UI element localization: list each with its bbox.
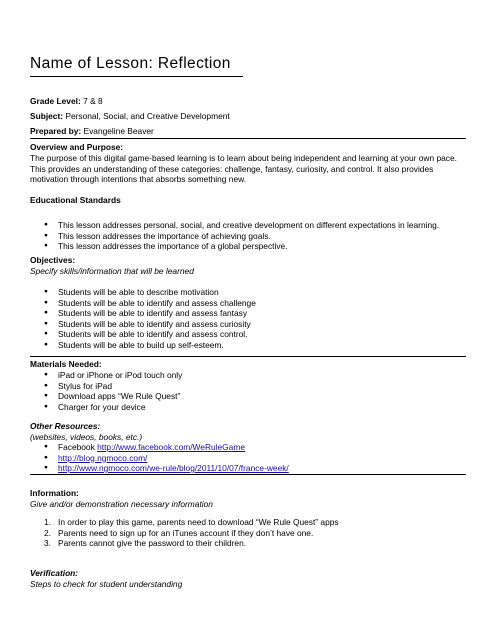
objectives-heading: Objectives: [30, 255, 76, 265]
grade-level-label: Grade Level: [30, 96, 81, 106]
section-divider [30, 138, 466, 139]
list-item: ● Stylus for iPad [44, 381, 182, 392]
list-item: ● iPad or iPhone or iPod touch only [44, 370, 182, 381]
list-item: ● Students will be able to identify and assess control. [44, 329, 256, 340]
information-heading: Information: [30, 488, 79, 498]
list-item: ● Students will be able to identify and assess fantasy [44, 308, 256, 319]
information-subtitle: Give and/or demonstration necessary information [30, 499, 213, 509]
standards-list [44, 220, 439, 252]
list-item [44, 463, 289, 474]
materials-list [44, 370, 182, 412]
section-divider [30, 356, 466, 357]
subject-label: Subject: [30, 111, 64, 121]
section-divider [30, 474, 466, 475]
materials-heading: Materials Needed: [30, 359, 102, 369]
subject-row [30, 111, 230, 122]
list-item: ● Students will be able to describe motivation [44, 287, 256, 298]
verification-heading: Verification: [30, 568, 79, 578]
list-item: 1. In order to play this game, parents need to download “We Rule Quest” apps [44, 517, 339, 527]
overview-heading: Overview and Purpose: [30, 142, 124, 152]
list-item: ● Students will be able to build up self-esteem. [44, 340, 256, 351]
list-item [44, 442, 289, 453]
facebook-link[interactable]: http://www.facebook.com/WeRuleGame [97, 442, 245, 452]
standards-heading: Educational Standards [30, 195, 121, 205]
grade-level-row [30, 96, 103, 107]
prepared-by-value: Evangeline Beaver [83, 126, 154, 136]
objectives-list [44, 287, 256, 350]
list-item: 3. Parents cannot give the password to their children. [44, 538, 247, 548]
title-underline [30, 76, 243, 77]
overview-text: The purpose of this digital game-based learning is to learn about being independent and learning at your own pace. This provides an understanding of these categories: challenge, fantasy, curiosity, and control. It also provides motivation through intentions that absorbs something new. [30, 153, 457, 185]
list-item: ● This lesson addresses the importance of a global perspective. [44, 241, 439, 252]
blog-link[interactable]: http://blog.ngmoco.com/ [58, 452, 148, 463]
france-week-link[interactable]: http://www.ngmoco.com/we-rule/blog/2011/10/07/france-week/ [58, 463, 289, 473]
resources-subtitle: (websites, videos, books, etc.) [30, 432, 143, 442]
list-item: ● This lesson addresses personal, social, and creative development on different expectations in learning. [44, 220, 439, 231]
list-item: ● Students will be able to identify and assess curiosity [44, 319, 256, 330]
subject-value: Personal, Social, and Creative Development [65, 111, 230, 121]
objectives-subtitle: Specify skills/information that will be learned [30, 266, 194, 276]
list-item [44, 453, 289, 464]
list-item: ● Charger for your device [44, 402, 182, 413]
list-item: ● Download apps “We Rule Quest” [44, 391, 182, 402]
prepared-by-label: Prepared by: [30, 126, 82, 136]
verification-subtitle: Steps to check for student understanding [30, 579, 183, 589]
list-item: ● This lesson addresses the importance of achieving goals. [44, 231, 439, 242]
resources-list [44, 442, 289, 474]
list-item: ● Students will be able to identify and assess challenge [44, 298, 256, 309]
information-list [44, 517, 339, 549]
resources-heading: Other Resources: [30, 421, 101, 431]
list-item: 2. Parents need to sign up for an iTunes account if they don’t have one. [44, 527, 314, 538]
lesson-title: Name of Lesson: Reflection [30, 55, 231, 72]
resource-prefix: Facebook [58, 442, 98, 452]
prepared-by-row [30, 126, 154, 137]
grade-level-value: 7 & 8 [83, 96, 103, 106]
